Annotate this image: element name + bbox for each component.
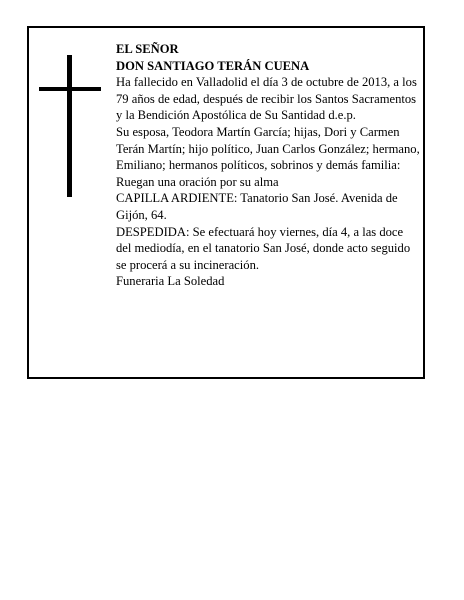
cross-icon xyxy=(67,55,72,197)
obituary-text xyxy=(116,41,421,290)
heading-title: EL SEÑOR xyxy=(116,42,179,56)
prayer-request: Ruegan una oración por su alma xyxy=(116,174,279,189)
death-announcement: Ha fallecido en Valladolid el día 3 de octubre de 2013, a los 79 años de edad, después de recibir los Santos Sacramentos y la Bendición Apostólica de Su Santidad d.e.p. xyxy=(116,75,417,123)
family-list: Su esposa, Teodora Martín García; hijas, Dori y Carmen Terán Martín; hijo político, Juan Carlos González; hermano, Emiliano; hermanos políticos, sobrinos y demás familia: xyxy=(116,124,420,173)
obituary-notice xyxy=(27,26,425,379)
cross-icon-crossbar xyxy=(39,87,101,91)
farewell-info: DESPEDIDA: Se efectuará hoy viernes, día 4, a las doce del mediodía, en el tanatorio San José, donde acto seguido se procerá a su incineración. xyxy=(116,224,411,272)
funeral-home: Funeraria La Soledad xyxy=(116,274,225,289)
deceased-name: DON SANTIAGO TERÁN CUENA xyxy=(116,58,310,73)
chapel-info: CAPILLA ARDIENTE: Tanatorio San José. Avenida de Gijón, 64. xyxy=(116,191,398,222)
